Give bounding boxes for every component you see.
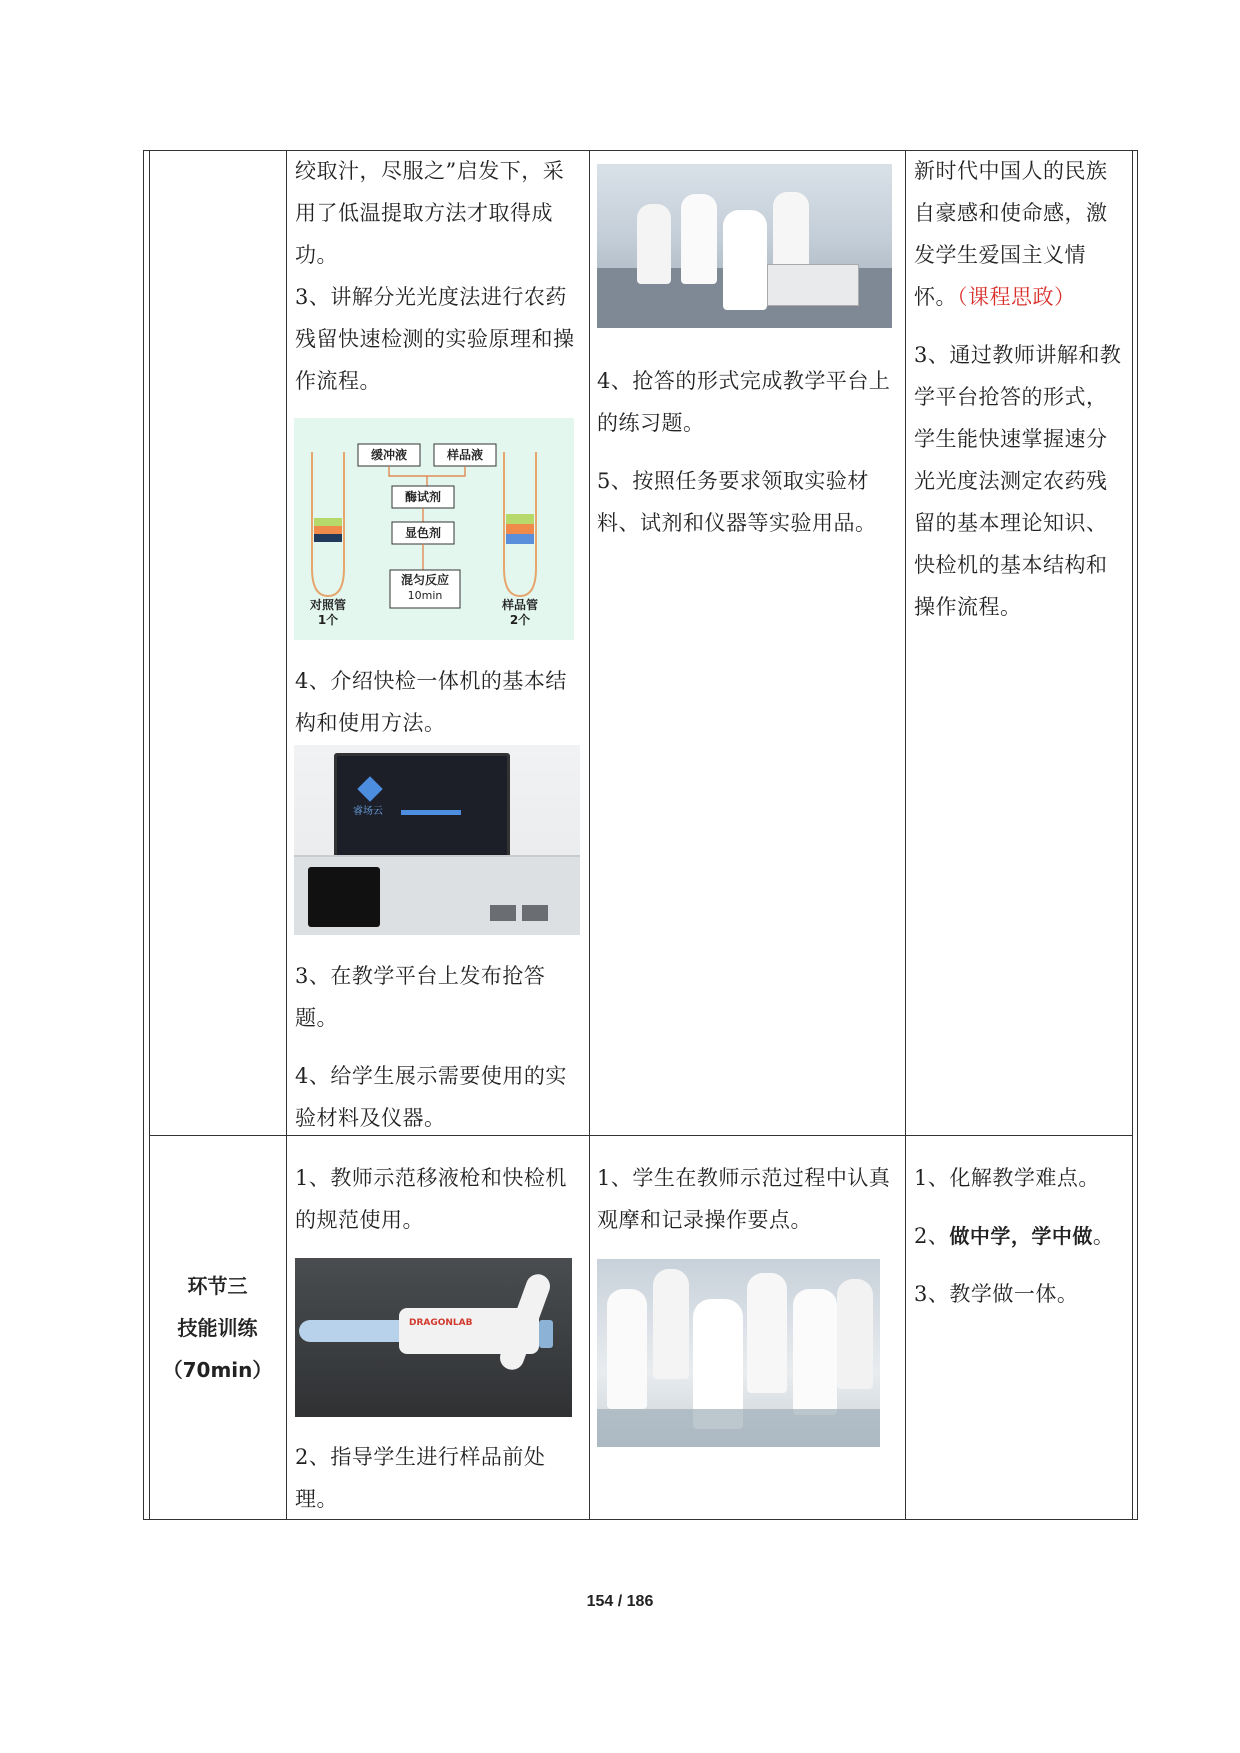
device-body — [294, 855, 580, 935]
screen-brand: 睿场云 — [353, 806, 383, 817]
row1-col2-text-2: 3、讲解分光光度法进行农药残留快速检测的实验原理和操作流程。 — [295, 285, 575, 393]
col-line-2 — [589, 150, 590, 1520]
row1-col2 — [295, 150, 581, 402]
ideology-tag: （课程思政） — [957, 285, 1076, 309]
page-number: 154 / 186 — [586, 1593, 654, 1610]
laptop-screen — [334, 753, 510, 859]
diagram-label-sample-tube: 样品管 — [501, 598, 538, 612]
loading-bar — [401, 810, 461, 815]
diagram-label-mix: 混匀反应 — [400, 573, 449, 587]
glass-bench — [597, 1409, 880, 1447]
row2-col4-text-2-bold: 做中学，学中做 — [949, 1224, 1093, 1248]
stage-line-3: （70min） — [162, 1358, 273, 1382]
row1-col4 — [914, 150, 1124, 628]
row2-col4-text-2 — [914, 1215, 1129, 1257]
row2-col4-text-2-end: 。 — [1092, 1224, 1115, 1248]
row1-col2-bottom-2 — [295, 1055, 581, 1139]
teacher-demo-photo — [597, 1259, 880, 1447]
row1-col4-text-1-main: 新时代中国人的民族自豪感和使命感，激发学生爱国主义情怀。 — [914, 159, 1108, 309]
row2-col4-text-1: 1、化解教学难点。 — [914, 1166, 1100, 1190]
pipette-plunger — [539, 1320, 553, 1348]
diagram-label-control-tube: 对照管 — [309, 598, 346, 612]
diagram-label-control-count: 1个 — [317, 613, 339, 627]
row2-col4-text-2-prefix: 2、 — [914, 1224, 950, 1248]
person-1 — [607, 1289, 647, 1409]
row1-col2-text-5: 4、给学生展示需要使用的实验材料及仪器。 — [295, 1064, 567, 1130]
student-figure-2 — [681, 194, 717, 284]
row1-col2-text-1: 绞取汁，尽服之”启发下，采用了低温提取方法才取得成功。 — [295, 159, 565, 267]
row2-col2-text-2: 2、指导学生进行样品前处理。 — [295, 1445, 546, 1511]
student-figure-1 — [637, 204, 671, 284]
stage-line-1: 环节三 — [187, 1274, 248, 1298]
device-button-1 — [490, 905, 516, 921]
diagram-label-enzyme: 酶试剂 — [404, 490, 441, 504]
row1-col3 — [597, 360, 897, 544]
diagram-label-sample-liquid: 样品液 — [446, 448, 483, 462]
col-line-1 — [286, 150, 287, 1520]
pipette-brand: DRAGONLAB — [409, 1318, 473, 1328]
device-button-2 — [522, 905, 548, 921]
lab-instrument — [767, 264, 859, 306]
cloud-logo-icon — [357, 776, 382, 801]
row1-col3-text-2: 5、按照任务要求领取实验材料、试剂和仪器等实验用品。 — [597, 469, 877, 535]
row2-col4 — [914, 1157, 1129, 1315]
detection-flow-diagram — [294, 418, 574, 640]
row1-col4-text-1 — [914, 150, 1124, 318]
diagram-label-buffer: 缓冲液 — [370, 448, 407, 462]
person-4 — [747, 1273, 787, 1393]
row2-col2-lower — [295, 1436, 581, 1520]
diagram-label-color-agent: 显色剂 — [404, 526, 441, 540]
person-6 — [837, 1279, 873, 1389]
stage-line-2: 技能训练 — [177, 1316, 258, 1340]
row1-col2-text-3: 4、介绍快检一体机的基本结构和使用方法。 — [295, 669, 567, 735]
stage-label — [150, 1265, 285, 1391]
row1-col2-bottom — [295, 955, 581, 1039]
row1-col2-lower — [295, 660, 581, 744]
students-lab-photo — [597, 164, 892, 328]
rapid-detector-photo — [294, 745, 580, 935]
pipette-tip — [299, 1320, 409, 1342]
col-line-inner-right — [1132, 150, 1133, 1520]
row1-col3-text-1: 4、抢答的形式完成教学平台上的练习题。 — [597, 369, 891, 435]
pipette-photo — [295, 1258, 572, 1417]
student-figure-3 — [723, 210, 767, 310]
diagram-label-sample-count: 2个 — [509, 613, 531, 627]
row2-col3-text-1: 1、学生在教师示范过程中认真观摩和记录操作要点。 — [597, 1166, 891, 1232]
row2-col4-text-3: 3、教学做一体。 — [914, 1282, 1079, 1306]
diagram-label-mix-time: 10min — [407, 589, 443, 602]
row1-col4-text-2: 3、通过教师讲解和教学平台抢答的形式，学生能快速掌握速分光光度法测定农药残留的基本理论知识、快检机的基本结构和操作流程。 — [914, 343, 1122, 619]
col-line-3 — [905, 150, 906, 1520]
row2-col3 — [597, 1157, 897, 1241]
person-2 — [653, 1269, 689, 1379]
person-5 — [793, 1289, 837, 1415]
device-slot — [308, 867, 380, 927]
row1-col2-text-4: 3、在教学平台上发布抢答题。 — [295, 964, 546, 1030]
row2-col2 — [295, 1157, 581, 1241]
row2-col2-text-1: 1、教师示范移液枪和快检机的规范使用。 — [295, 1166, 567, 1232]
